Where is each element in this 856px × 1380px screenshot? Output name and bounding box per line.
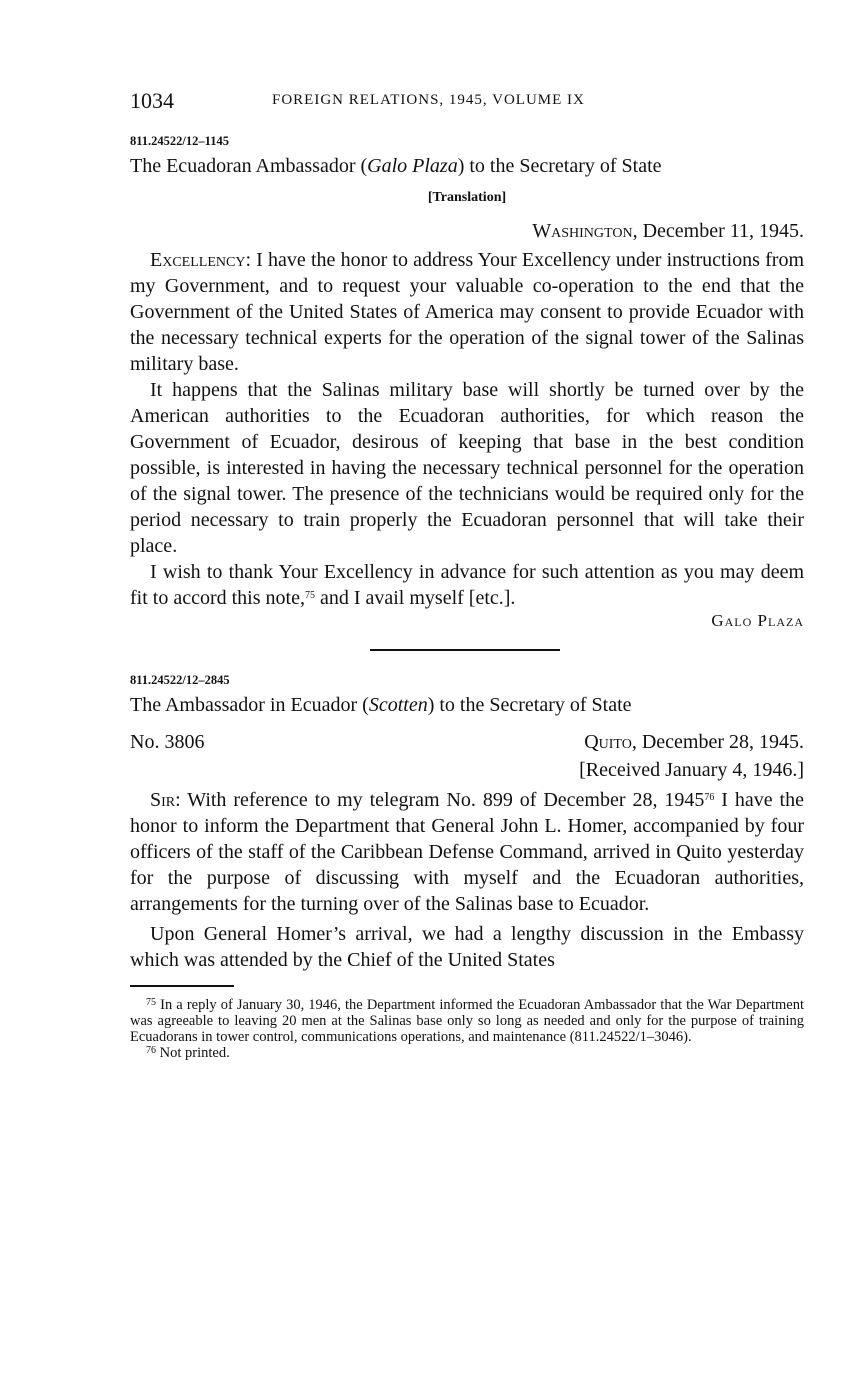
footnote-divider [130, 985, 234, 987]
title-person: Galo Plaza [367, 155, 458, 177]
document-page [130, 88, 804, 1061]
document-meta [130, 731, 804, 757]
paragraph [130, 247, 804, 377]
footnote-text: In a reply of January 30, 1946, the Department informed the Ecuadoran Ambassador that the War Department was agreeable to leaving 20 men at the Salinas base only so long as needed and only for the purpose of training Ecuadorans in tower control, communications operations, and maintenance (811.24522/1–3046). [130, 996, 805, 1045]
footnote-mark: 76 [146, 1044, 156, 1056]
paragraph-text: : I have the honor to address Your Excellency under instructions from my Government, and to request your valuable co-operation to the end that the Government of the United States of America may consent to provide Ecuador with the necessary technical experts for the operation of the signal tower of the Salinas military base. [130, 249, 804, 375]
footnote-text: Not printed. [159, 1044, 230, 1061]
dateline [584, 731, 804, 754]
footnote [130, 1045, 804, 1061]
dateline-date: , December 11, 1945. [632, 220, 804, 242]
title-text: The Ambassador in Ecuador ( [130, 694, 369, 716]
paragraph-text: and I avail myself [etc.]. [314, 587, 516, 609]
footnote-mark: 75 [146, 996, 156, 1008]
paragraph: It happens that the Salinas military base will shortly be turned over by the American authorities to the Ecuadoran authorities, for which reason the Government of Ecuador, desirous of keeping that base in the best condition possible, is interested in having the necessary technical personnel for the operation of the signal tower. The presence of the technicians would be required only for the period necessary to train properly the Ecuadoran personnel that will take their place. [130, 379, 804, 557]
dateline-place: Quito [584, 731, 632, 753]
title-text: ) to the Secretary of State [427, 694, 632, 716]
title-text: ) to the Secretary of State [457, 155, 662, 177]
paragraph: Upon General Homer’s arrival, we had a lengthy discussion in the Embassy which was attended by the Chief of the United States [130, 923, 804, 971]
title-text: The Ecuadoran Ambassador ( [130, 155, 368, 177]
footnote-ref: 75 [304, 590, 315, 601]
document-number: No. 3806 [130, 731, 205, 753]
document-title [130, 694, 804, 717]
file-reference: 811.24522/12–2845 [130, 673, 230, 687]
paragraph [130, 787, 804, 917]
translation-note: [Translation] [427, 190, 507, 205]
paragraph-text: I have the honor to inform the Department that General John L. Homer, accompanied by four officers of the staff of the Caribbean Defense Command, arrived in Quito yesterday for the purpose of discussing with myself and the Ecuadoran authorities, arrangements for the turning over of the Salinas base to Ecuador. [130, 789, 804, 915]
paragraph [130, 559, 804, 611]
footnote [130, 997, 804, 1045]
file-reference: 811.24522/12–1145 [130, 134, 229, 148]
signature: Galo Plaza [711, 611, 804, 630]
salutation: Sir [150, 789, 176, 811]
received-date: [Received January 4, 1946.] [579, 759, 804, 781]
footnotes [130, 997, 804, 1061]
dateline [130, 220, 804, 243]
running-head: FOREIGN RELATIONS, 1945, VOLUME IX [272, 92, 585, 108]
document-title [130, 155, 804, 178]
dateline-place: Washington [532, 220, 633, 242]
dateline-date: , December 28, 1945. [631, 731, 804, 753]
salutation: Excellency [150, 249, 246, 271]
page-header [130, 88, 804, 116]
paragraph-text: I wish to thank Your Excellency in advance for such attention as you may deem fit to accord this note, [130, 561, 804, 609]
title-person: Scotten [368, 694, 428, 716]
footnote-ref: 76 [704, 792, 715, 803]
paragraph-text: : With reference to my telegram No. 899 of December 28, 1945 [175, 789, 705, 811]
section-divider [370, 649, 560, 651]
page-number: 1034 [130, 88, 174, 113]
